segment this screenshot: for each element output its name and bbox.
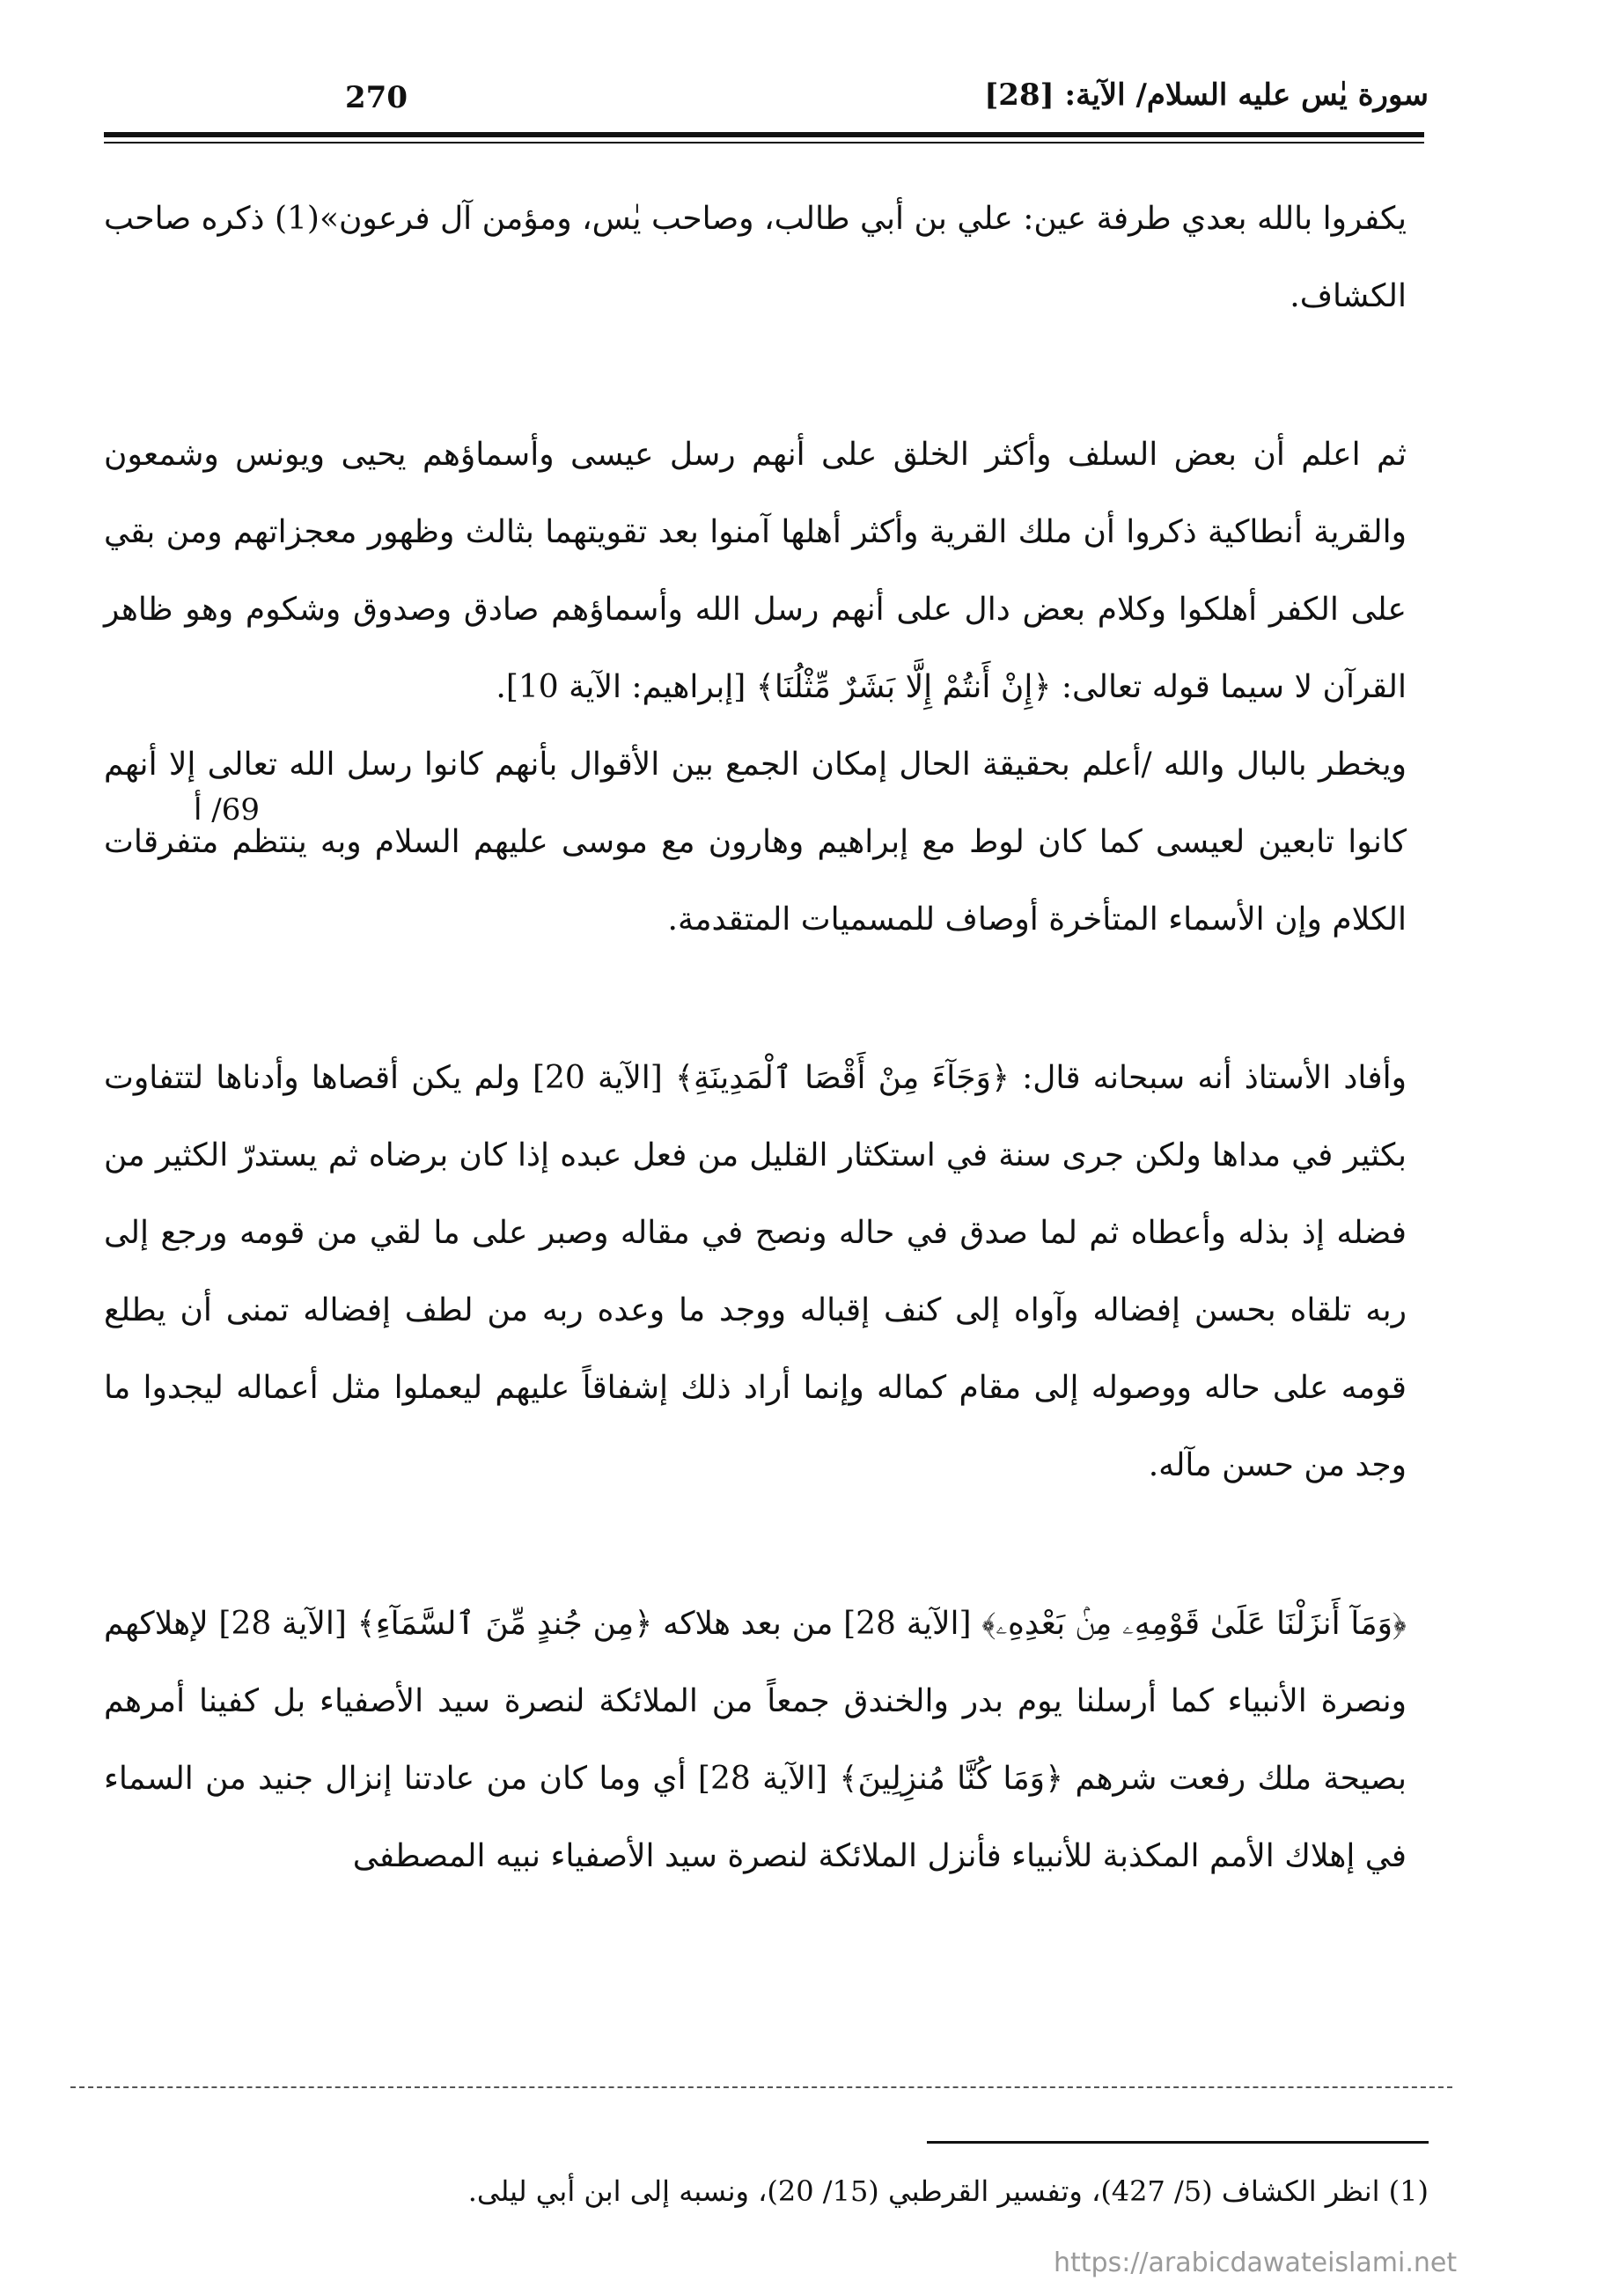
- paragraph-1: يكفروا بالله بعدي طرفة عين: علي بن أبي طالب، وصاحب يٰس، ومؤمن آل فرعون»(1) ذكره صاحب الكشاف.: [104, 201, 1407, 314]
- footnote-separator: [927, 2141, 1429, 2144]
- watermark-url: https://arabicdawateislami.net: [1054, 2248, 1458, 2278]
- running-header-title: سورة يٰس عليه السلام/ الآية: [28]: [984, 77, 1429, 113]
- text-end-divider: [70, 2086, 1452, 2088]
- paragraph-5: ﴿وَمَآ أَنزَلْنَا عَلَىٰ قَوْمِهِۦ مِنۢ بَعْدِهِۦ﴾ [الآية 28] من بعد هلاكه ﴿مِن جُندٍ مِّنَ ٱلسَّمَآءِ﴾ [الآية 28] لإهلاكهم ونصرة الأنبياء كما أرسلنا يوم بدر والخندق جمعاً من الملائكة لنصرة سيد الأصفياء بل كفينا أمرهم بصيحة ملك رفعت شرهم ﴿وَمَا كُنَّا مُنزِلِينَ﴾ [الآية 28] أي وما كان من عادتنا إنزال جنيد من السماء في إهلاك الأمم المكذبة للأنبياء فأنزل الملائكة لنصرة سيد الأصفياء نبيه المصطفى: [104, 1606, 1407, 1874]
- header-rule-thin: [104, 142, 1424, 143]
- footnote: (1) انظر الكشاف (5/ 427)، وتفسير القرطبي (15/ 20)، ونسبه إلى ابن أبي ليلى.: [467, 2174, 1429, 2208]
- paragraph-3: ويخطر بالبال والله /أعلم بحقيقة الحال إمكان الجمع بين الأقوال بأنهم كانوا رسل الله تعالى إلا أنهم كانوا تابعين لعيسى كما كان لوط مع إبراهيم وهارون مع موسى عليهم السلام وبه ينتظم متفرقات الكلام وإن الأسماء المتأخرة أوصاف للمسميات المتقدمة.: [104, 747, 1407, 938]
- header-rule-thick: [104, 132, 1424, 137]
- page-number: 270: [345, 80, 408, 115]
- manuscript-folio-note: 69/ أ: [194, 792, 260, 828]
- main-text: [104, 180, 1407, 1895]
- paragraph-2: ثم اعلم أن بعض السلف وأكثر الخلق على أنهم رسل عيسى وأسماؤهم يحيى ويونس وشمعون والقرية أنطاكية ذكروا أن ملك القرية وأكثر أهلها آمنوا بعد تقويتهما بثالث وظهور معجزاتهم ومن بقي على الكفر أهلكوا وكلام بعض دال على أنهم رسل الله وأسماؤهم صادق وصدوق وشكوم وهو ظاهر القرآن لا سيما قوله تعالى: ﴿إِنْ أَنتُمْ إِلَّا بَشَرٌ مِّثْلُنَا﴾ [إبراهيم: الآية 10].: [104, 437, 1407, 705]
- paragraph-4: وأفاد الأستاذ أنه سبحانه قال: ﴿وَجَآءَ مِنْ أَقْصَا ٱلْمَدِينَةِ﴾ [الآية 20] ولم يكن أقصاها وأدناها لتتفاوت بكثير في مداها ولكن جرى سنة في استكثار القليل من فعل عبده إذا كان برضاه ثم يستدرّ الكثير من فضله إذ بذله وأعطاه ثم لما صدق في حاله ونصح في مقاله وصبر على ما لقي من قومه ورجع إلى ربه تلقاه بحسن إفضاله وآواه إلى كنف إقباله ووجد ما وعده ربه من لطف إفضاله تمنى أن يطلع قومه على حاله ووصوله إلى مقام كماله وإنما أراد ذلك إشفاقاً عليهم ليعملوا مثل أعماله ليجدوا ما وجد من حسن مآله.: [104, 1060, 1407, 1483]
